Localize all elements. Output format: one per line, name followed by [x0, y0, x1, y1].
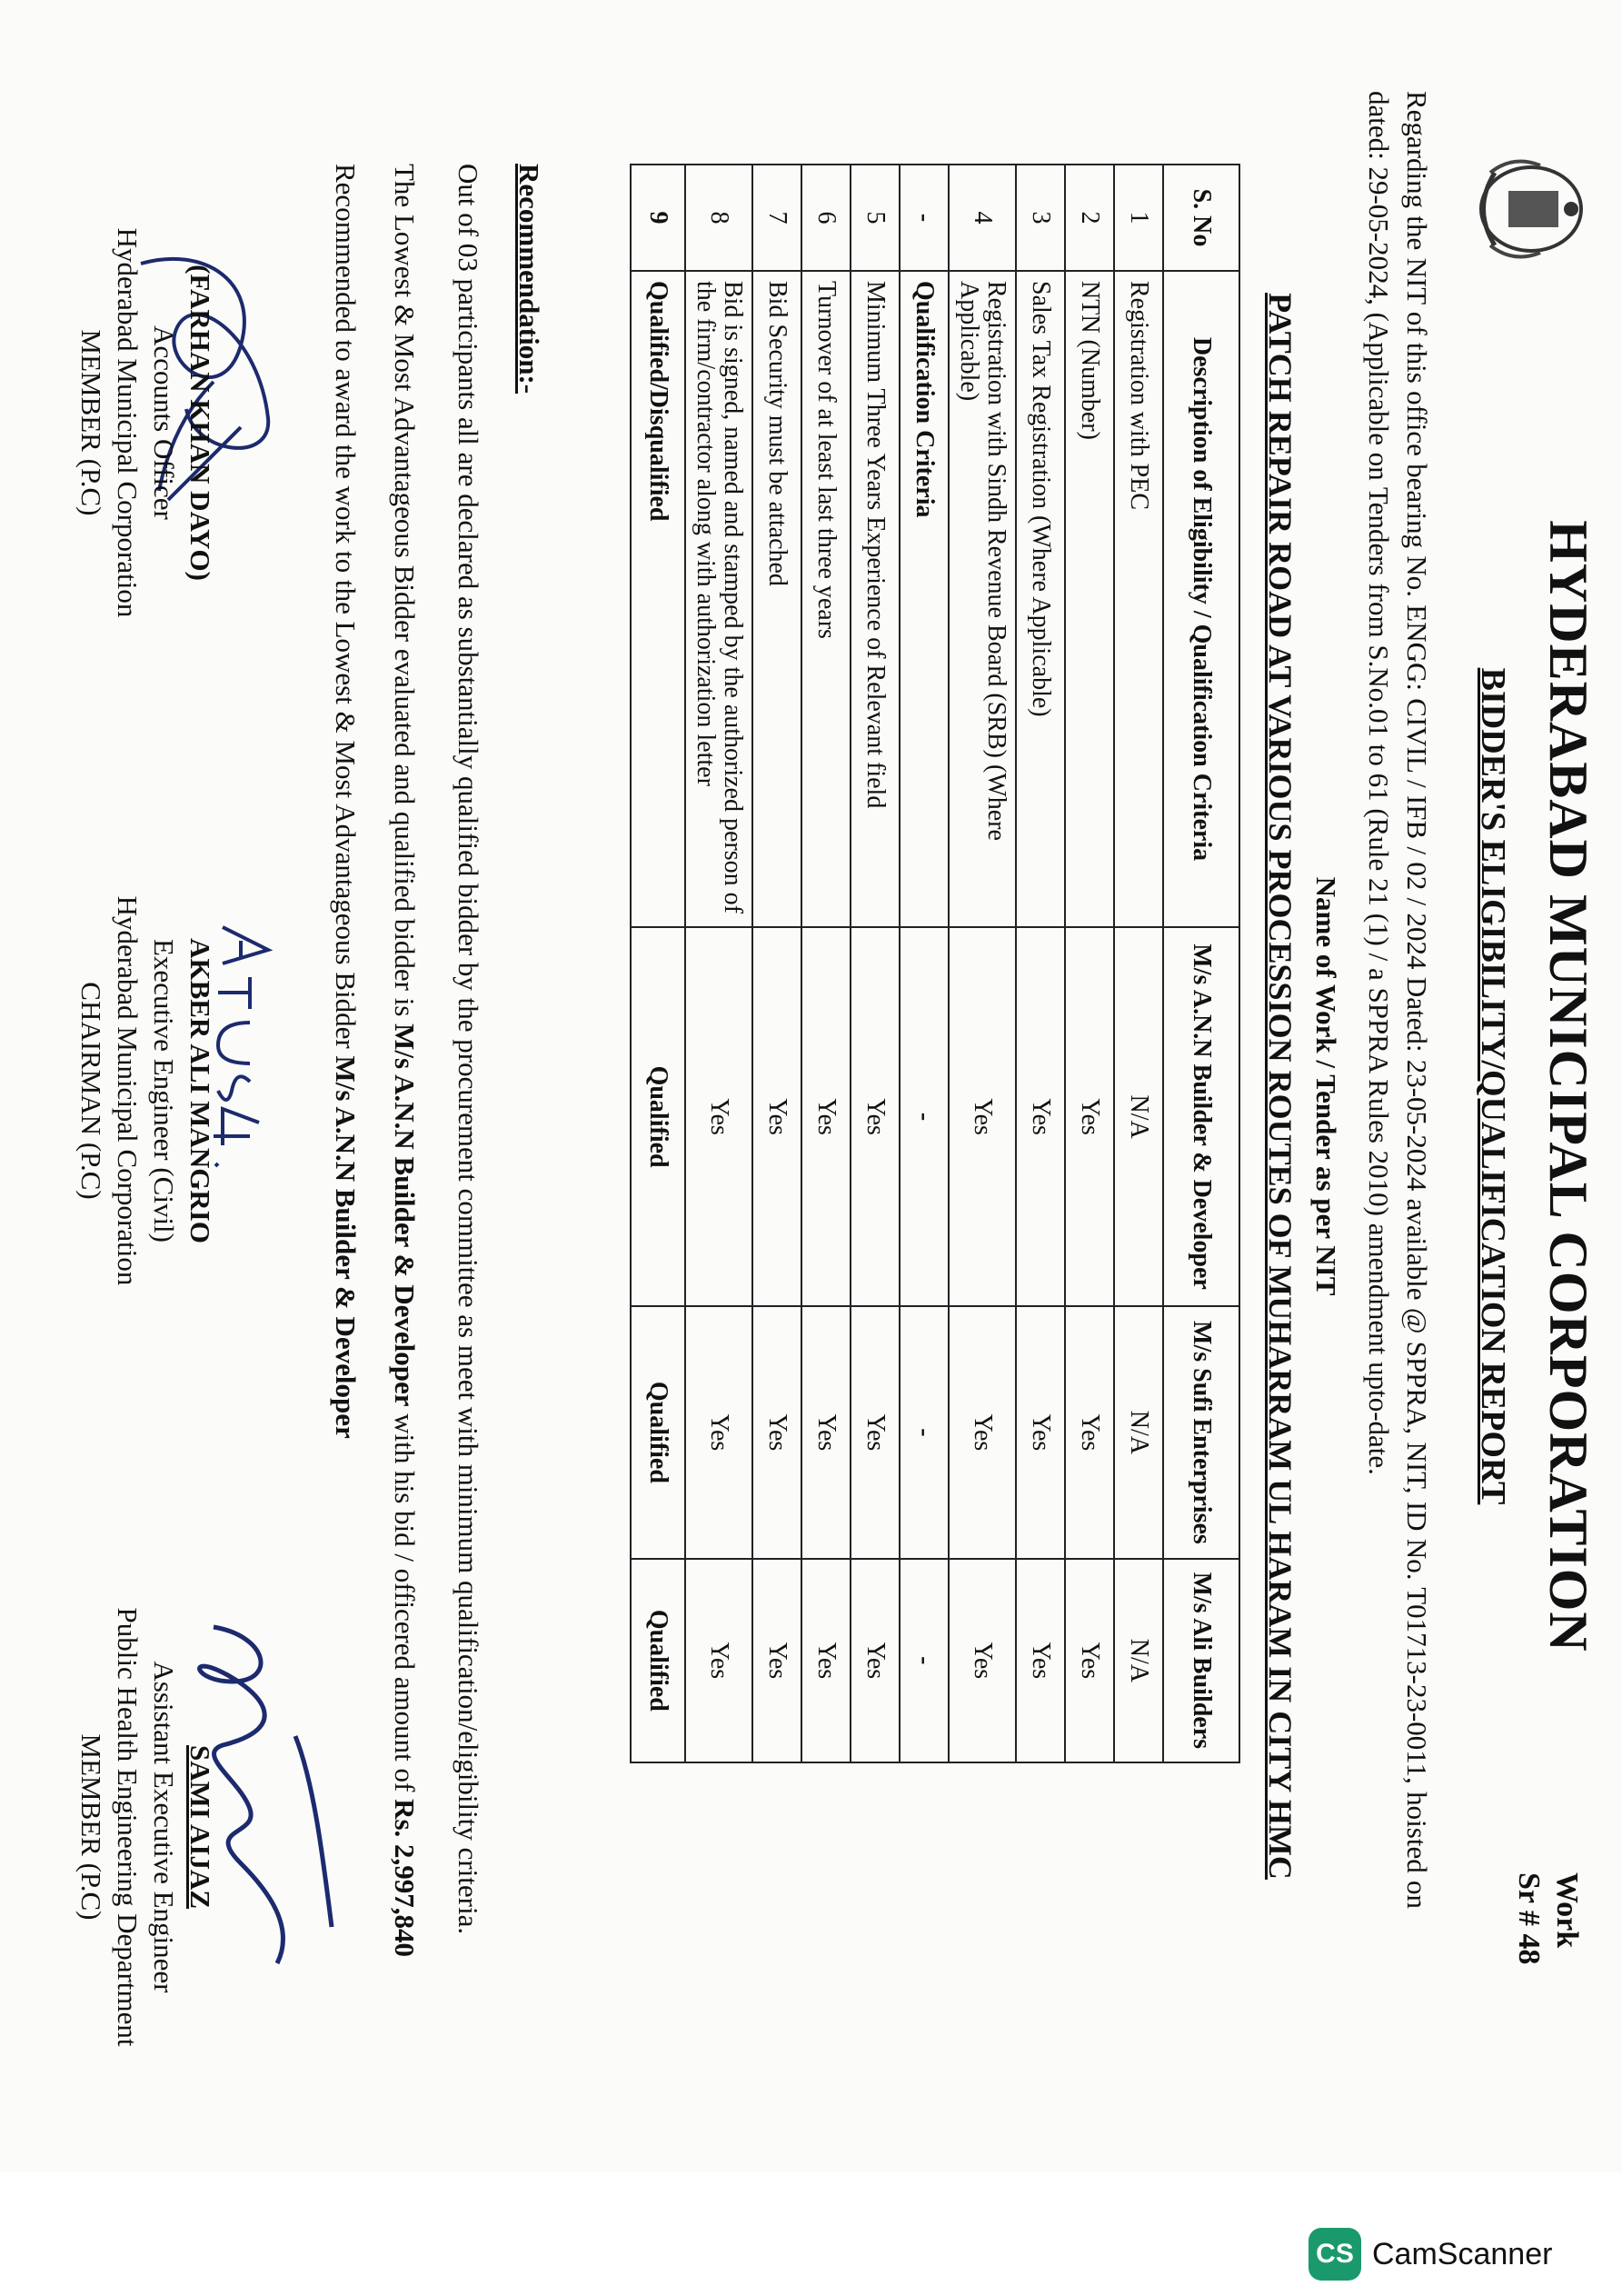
cell-bidder-1: Yes	[801, 927, 851, 1306]
intro-paragraph: Regarding the NIT of this office bearing No. ENGG: CIVIL / IFB / 02 / 2024 Dated: 23-05-2024 available @ SPPRA, NIT, ID No. T01713-23-0011, hoisted on dated: 29-05-2024, (Applicable on Tenders from S.No.01 to 61 (Rule 21 (1) / a SPPRA Rules 2010) amendment upto-date.	[1363, 91, 1433, 1909]
cell-sno: 1	[1114, 165, 1163, 271]
cell-description: Qualified/Disqualified	[631, 271, 685, 927]
cell-bidder-1: Yes	[949, 927, 1016, 1306]
table-row	[1065, 165, 1114, 1762]
signatory-right	[73, 1545, 218, 2109]
cell-description: Qualification Criteria	[900, 271, 949, 927]
table-row	[1016, 165, 1065, 1762]
cell-bidder-1: Qualified	[631, 927, 685, 1306]
recommendation-heading: Recommendation:-	[513, 164, 545, 394]
cell-bidder-2: Yes	[801, 1306, 851, 1559]
cell-bidder-1: Yes	[1065, 927, 1114, 1306]
signatory-left	[73, 186, 218, 659]
cell-bidder-3: Yes	[801, 1559, 851, 1762]
signatory-role: CHAIRMAN (P.C)	[75, 982, 107, 1200]
lowest-bidder-name: M/s A.N.N Builder & Developer	[389, 1023, 421, 1407]
awarded-bidder-name: M/s A.N.N Builder & Developer	[330, 1055, 362, 1439]
rec-line3-text: Recommended to award the work to the Lowest & Most Advantageous Bidder	[330, 164, 362, 1056]
recommendation-line-1: Out of 03 participants all are declared as substantially qualified bidder by the procurement committee as meet with minimum qualification/eligibility criteria.	[453, 164, 484, 1935]
cell-bidder-3: -	[900, 1559, 949, 1762]
cell-bidder-1: Yes	[752, 927, 801, 1306]
signatory-designation: Assistant Executive Engineer	[148, 1661, 180, 1993]
cell-sno: 8	[685, 165, 752, 271]
cell-bidder-1: Yes	[1016, 927, 1065, 1306]
org-title: HYDERABAD MUNICIPAL CORPORATION	[1538, 520, 1598, 1652]
cell-description: Bid Security must be attached	[752, 271, 801, 927]
cell-description: Registration with PEC	[1114, 271, 1163, 927]
signatory-org: Hyderabad Municipal Corporation	[112, 895, 144, 1286]
header-sno: S. No	[1163, 165, 1239, 271]
cell-bidder-2: Qualified	[631, 1306, 685, 1559]
cell-bidder-3: Yes	[1065, 1559, 1114, 1762]
recommendation-line-2	[386, 164, 423, 2163]
cell-bidder-3: N/A	[1114, 1559, 1163, 1762]
table-row-section	[900, 165, 949, 1762]
cell-bidder-3: Yes	[851, 1559, 900, 1762]
cell-sno: 3	[1016, 165, 1065, 271]
bid-amount: Rs. 2,997,840	[389, 1799, 421, 1958]
signatory-designation: Accounts Officer	[148, 325, 180, 520]
cell-description: Bid is signed, named and stamped by the authorized person of the firm/contractor along with authorization letter	[685, 271, 752, 927]
table-header-row	[1163, 165, 1239, 1762]
table-row	[752, 165, 801, 1762]
cell-bidder-2: Yes	[752, 1306, 801, 1559]
cell-description: NTN (Number)	[1065, 271, 1114, 927]
rec-line2-mid: with his bid / officered amount of	[389, 1406, 421, 1800]
signatory-role: MEMBER (P.C)	[75, 329, 107, 516]
cell-bidder-1: Yes	[851, 927, 900, 1306]
cell-description: Registration with Sindh Revenue Board (SRB) (Where Applicable)	[949, 271, 1016, 927]
signatory-designation: Executive Engineer (Civil)	[148, 939, 180, 1243]
work-label: Work	[1550, 1872, 1584, 1949]
table-row	[949, 165, 1016, 1762]
cell-bidder-2: Yes	[949, 1306, 1016, 1559]
cell-bidder-2: Yes	[1016, 1306, 1065, 1559]
header-bidder-2: M/s Sufi Enterprises	[1163, 1306, 1239, 1559]
cell-sno: -	[900, 165, 949, 271]
header-bidder-1: M/s A.N.N Builder & Developer	[1163, 927, 1239, 1306]
cell-bidder-1: N/A	[1114, 927, 1163, 1306]
cell-bidder-3: Qualified	[631, 1559, 685, 1762]
rec-line2-text: The Lowest & Most Advantageous Bidder evaluated and qualified bidder is	[389, 164, 421, 1024]
eligibility-table	[630, 164, 1240, 1763]
camscanner-text: CamScanner	[1372, 2236, 1553, 2271]
cell-bidder-2: Yes	[851, 1306, 900, 1559]
report-title: BIDDER'S ELIGIBILITY/QUALIFICATION REPORT	[1474, 667, 1512, 1505]
cell-bidder-3: Yes	[752, 1559, 801, 1762]
cell-sno: 6	[801, 165, 851, 271]
signatory-middle	[73, 854, 218, 1327]
camscanner-watermark	[1309, 2227, 1552, 2281]
cell-bidder-2: N/A	[1114, 1306, 1163, 1559]
cell-bidder-1: -	[900, 927, 949, 1306]
camscanner-logo-icon: CS	[1309, 2228, 1361, 2281]
signatory-name: AKBER ALI MANGRIO	[184, 938, 216, 1243]
cell-bidder-2: Yes	[685, 1306, 752, 1559]
cell-sno: 2	[1065, 165, 1114, 271]
cell-sno: 4	[949, 165, 1016, 271]
signatory-name: SAMI AIJAZ	[184, 1744, 216, 1909]
cell-bidder-2: Yes	[1065, 1306, 1114, 1559]
signatory-org: Hyderabad Municipal Corporation	[112, 227, 144, 618]
cell-description: Turnover of at least last three years	[801, 271, 851, 927]
table-row	[801, 165, 851, 1762]
cell-bidder-3: Yes	[685, 1559, 752, 1762]
table-row	[851, 165, 900, 1762]
cell-bidder-3: Yes	[1016, 1559, 1065, 1762]
serial-number: Sr # 48	[1512, 1872, 1546, 1965]
cell-bidder-3: Yes	[949, 1559, 1016, 1762]
work-name: PATCH REPAIR ROAD AT VARIOUS PROCESSION ROUTES OF MUHARRAM UL HARAM IN CITY HMC	[1262, 293, 1299, 1880]
signatory-role: MEMBER (P.C)	[75, 1733, 107, 1921]
table-row-result	[631, 165, 685, 1762]
work-name-label: Name of Work / Tender as per NIT	[1310, 876, 1342, 1296]
signatory-org: Public Health Engineering Department	[112, 1607, 144, 2047]
signatory-name: (FARHAN KHAN DAYO)	[184, 265, 216, 581]
cell-description: Minimum Three Years Experience of Relevant field	[851, 271, 900, 927]
cell-sno: 5	[851, 165, 900, 271]
cell-description: Sales Tax Registration (Where Applicable)	[1016, 271, 1065, 927]
header-description: Description of Eligibility / Qualification Criteria	[1163, 271, 1239, 927]
header-bidder-3: M/s Ali Builders	[1163, 1559, 1239, 1762]
cell-sno: 7	[752, 165, 801, 271]
table-row	[685, 165, 752, 1762]
cell-bidder-1: Yes	[685, 927, 752, 1306]
work-serial	[1509, 1872, 1586, 1964]
cell-sno: 9	[631, 165, 685, 271]
table-row	[1114, 165, 1163, 1762]
cell-bidder-2: -	[900, 1306, 949, 1559]
